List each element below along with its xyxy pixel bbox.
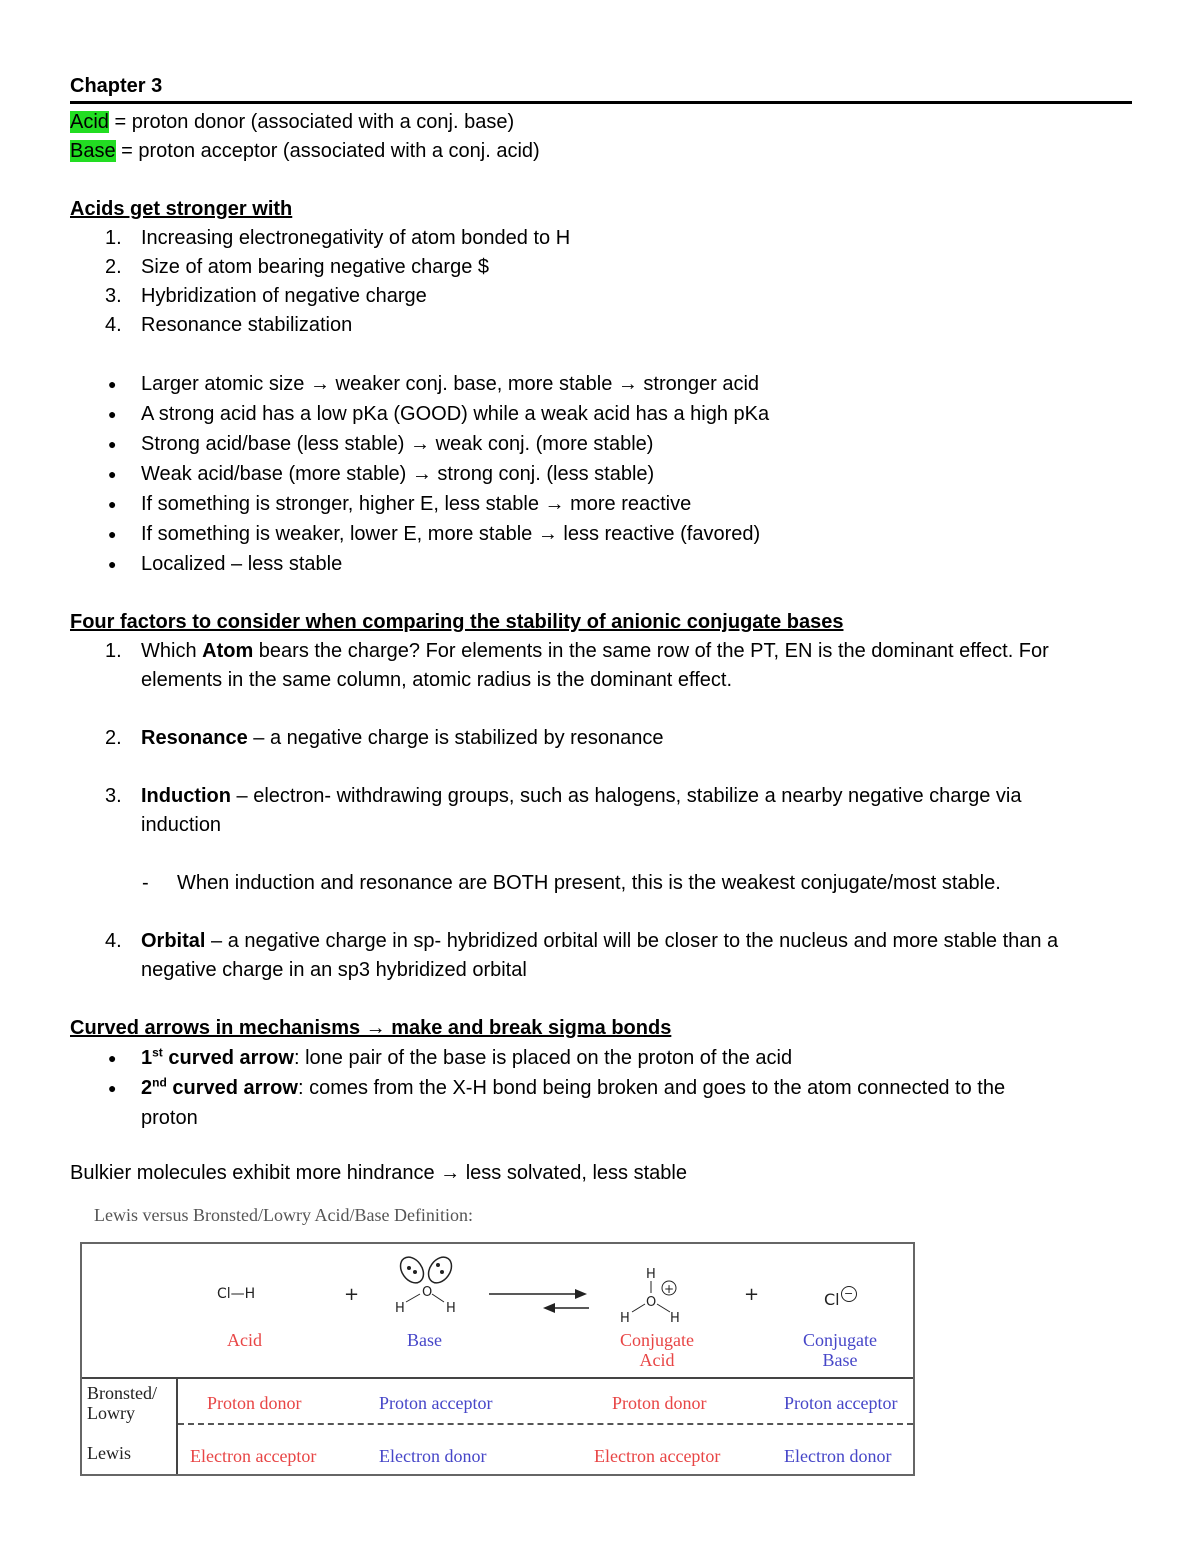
table-cell: Proton donor: [207, 1393, 302, 1413]
acid-base-diagram: [78, 1205, 918, 1480]
table-cell: Electron acceptor: [190, 1446, 317, 1466]
acids-stronger-list: [70, 224, 1132, 340]
base-definition: [70, 137, 1132, 166]
list-item-text: Increasing electronegativity of atom bonded to H: [141, 227, 571, 249]
table-cell: Proton acceptor: [784, 1393, 898, 1413]
list-item: 4. Resonance stabilization: [105, 314, 353, 336]
table-cell: Proton donor: [612, 1393, 707, 1413]
acid-facts-list: [70, 369, 1132, 579]
diagram-box: [80, 1242, 915, 1476]
water-structure: [382, 1252, 472, 1317]
document-page: [70, 72, 1132, 1188]
list-item: [70, 459, 1132, 489]
svg-text:H: H: [620, 1311, 630, 1326]
four-factors-heading: Four factors to consider when comparing the stability of anionic conjugate bases: [70, 611, 844, 633]
bullet-icon: ●: [108, 1050, 117, 1066]
base-term: Base: [70, 140, 116, 162]
table-cell: Electron acceptor: [594, 1446, 721, 1466]
list-item-text: Size of atom bearing negative charge $: [141, 256, 489, 278]
base-label: Base: [407, 1330, 442, 1350]
table-cell: Electron donor: [784, 1446, 892, 1466]
factor-induction-term: Induction: [141, 785, 231, 807]
bullet-icon: ●: [108, 556, 117, 572]
title-rule: [70, 101, 1132, 104]
list-item-text: Resonance stabilization: [141, 314, 353, 336]
list-item: 2. Resonance – a negative charge is stabilized by resonance: [105, 727, 664, 749]
acid-def-text: = proton donor (associated with a conj. base): [108, 111, 515, 133]
bullet-icon: ●: [108, 1080, 117, 1096]
table-cell: Electron donor: [379, 1446, 487, 1466]
acids-stronger-heading: Acids get stronger with: [70, 198, 293, 220]
table-dashed-divider: [178, 1423, 913, 1425]
row-label-lewis: Lewis: [87, 1443, 131, 1463]
list-item: ● 2nd curved arrow: comes from the X-H bond being broken and goes to the atom connected to the proton: [70, 1073, 1132, 1133]
chapter-title: Chapter 3: [70, 75, 163, 97]
table-cell: Proton acceptor: [379, 1393, 493, 1413]
list-item: [70, 369, 1132, 399]
chloride-formula: [824, 1286, 857, 1309]
plus-sign-2: +: [744, 1284, 760, 1305]
list-item: [70, 429, 1132, 459]
svg-text:O: O: [422, 1285, 433, 1300]
svg-text:+: +: [664, 1282, 675, 1296]
list-item: [70, 549, 1132, 579]
list-item: ● 1st curved arrow: lone pair of the base is placed on the proton of the acid: [70, 1043, 1132, 1073]
list-item: 4. Orbital – a negative charge in sp- hybridized orbital will be closer to the nucleus and more stable than a negative charge in an sp3 hybridized orbital: [105, 930, 1059, 981]
curved-arrows-list: [70, 1043, 1132, 1133]
list-item-text: A strong acid has a low pKa (GOOD) while a weak acid has a high pKa: [141, 403, 770, 425]
svg-text:H: H: [646, 1267, 656, 1282]
svg-text:O: O: [646, 1295, 657, 1310]
bullet-icon: ●: [108, 376, 117, 392]
hcl-formula: Cl—H: [217, 1286, 256, 1302]
conjugate-acid-label: Conjugate Acid: [620, 1330, 694, 1370]
acid-definition: [70, 108, 1132, 137]
list-item: [70, 399, 1132, 429]
acid-label: Acid: [227, 1330, 262, 1350]
negative-charge-icon: −: [841, 1286, 857, 1302]
plus-sign-1: +: [344, 1284, 360, 1305]
row-label-bronsted: Bronsted/ Lowry: [87, 1383, 157, 1423]
list-item: [70, 519, 1132, 549]
diagram-title: Lewis versus Bronsted/Lowry Acid/Base Definition:: [94, 1205, 473, 1225]
conjugate-base-label: Conjugate Base: [803, 1330, 877, 1370]
list-item-text: If something is stronger, higher E, less stable → more reactive: [141, 493, 692, 515]
svg-text:H: H: [670, 1311, 680, 1326]
list-item-text: Strong acid/base (less stable) → weak conj. (more stable): [141, 433, 654, 455]
svg-text:H: H: [446, 1301, 456, 1316]
bullet-icon: ●: [108, 466, 117, 482]
four-factors-list: [70, 637, 1132, 985]
svg-text:H: H: [395, 1301, 405, 1316]
list-item: 1. Increasing electronegativity of atom bonded to H: [105, 227, 571, 249]
table-column-divider: [176, 1377, 178, 1474]
list-item: 1. Which Atom bears the charge? For elements in the same row of the PT, EN is the dominant effect. For elements in the same column, atomic radius is the dominant effect.: [105, 640, 1049, 691]
hydronium-structure: [612, 1264, 702, 1326]
bullet-icon: ●: [108, 496, 117, 512]
table-top-border: [82, 1377, 913, 1379]
dash-note: - When induction and resonance are BOTH present, this is the weakest conjugate/most stable.: [142, 872, 1001, 894]
bullet-icon: ●: [108, 526, 117, 542]
list-item: 2. Size of atom bearing negative charge $: [105, 256, 489, 278]
list-item-text: Localized – less stable: [141, 553, 343, 575]
list-item-text: If something is weaker, lower E, more stable → less reactive (favored): [141, 523, 761, 545]
list-item: 3. Induction – electron- withdrawing groups, such as halogens, stabilize a nearby negative charge via induction: [105, 785, 1022, 836]
list-item: [70, 489, 1132, 519]
base-def-text: = proton acceptor (associated with a conj. acid): [115, 140, 540, 162]
chloride-symbol: Cl: [824, 1290, 840, 1309]
bullet-icon: ●: [108, 406, 117, 422]
curved-arrows-heading: Curved arrows in mechanisms → make and break sigma bonds: [70, 1017, 672, 1039]
factor-resonance-term: Resonance: [141, 727, 248, 749]
list-item-text: Weak acid/base (more stable) → strong conj. (less stable): [141, 463, 655, 485]
bulkier-note: Bulkier molecules exhibit more hindrance → less solvated, less stable: [70, 1162, 687, 1184]
factor-atom-term: Atom: [202, 640, 254, 662]
factor-orbital-term: Orbital: [141, 930, 206, 952]
bullet-icon: ●: [108, 436, 117, 452]
list-item: 3. Hybridization of negative charge: [105, 285, 427, 307]
equilibrium-arrows-icon: [487, 1282, 592, 1322]
list-item-text: Hybridization of negative charge: [141, 285, 427, 307]
list-item-text: Larger atomic size → weaker conj. base, more stable → stronger acid: [141, 373, 760, 395]
acid-term: Acid: [70, 111, 109, 133]
